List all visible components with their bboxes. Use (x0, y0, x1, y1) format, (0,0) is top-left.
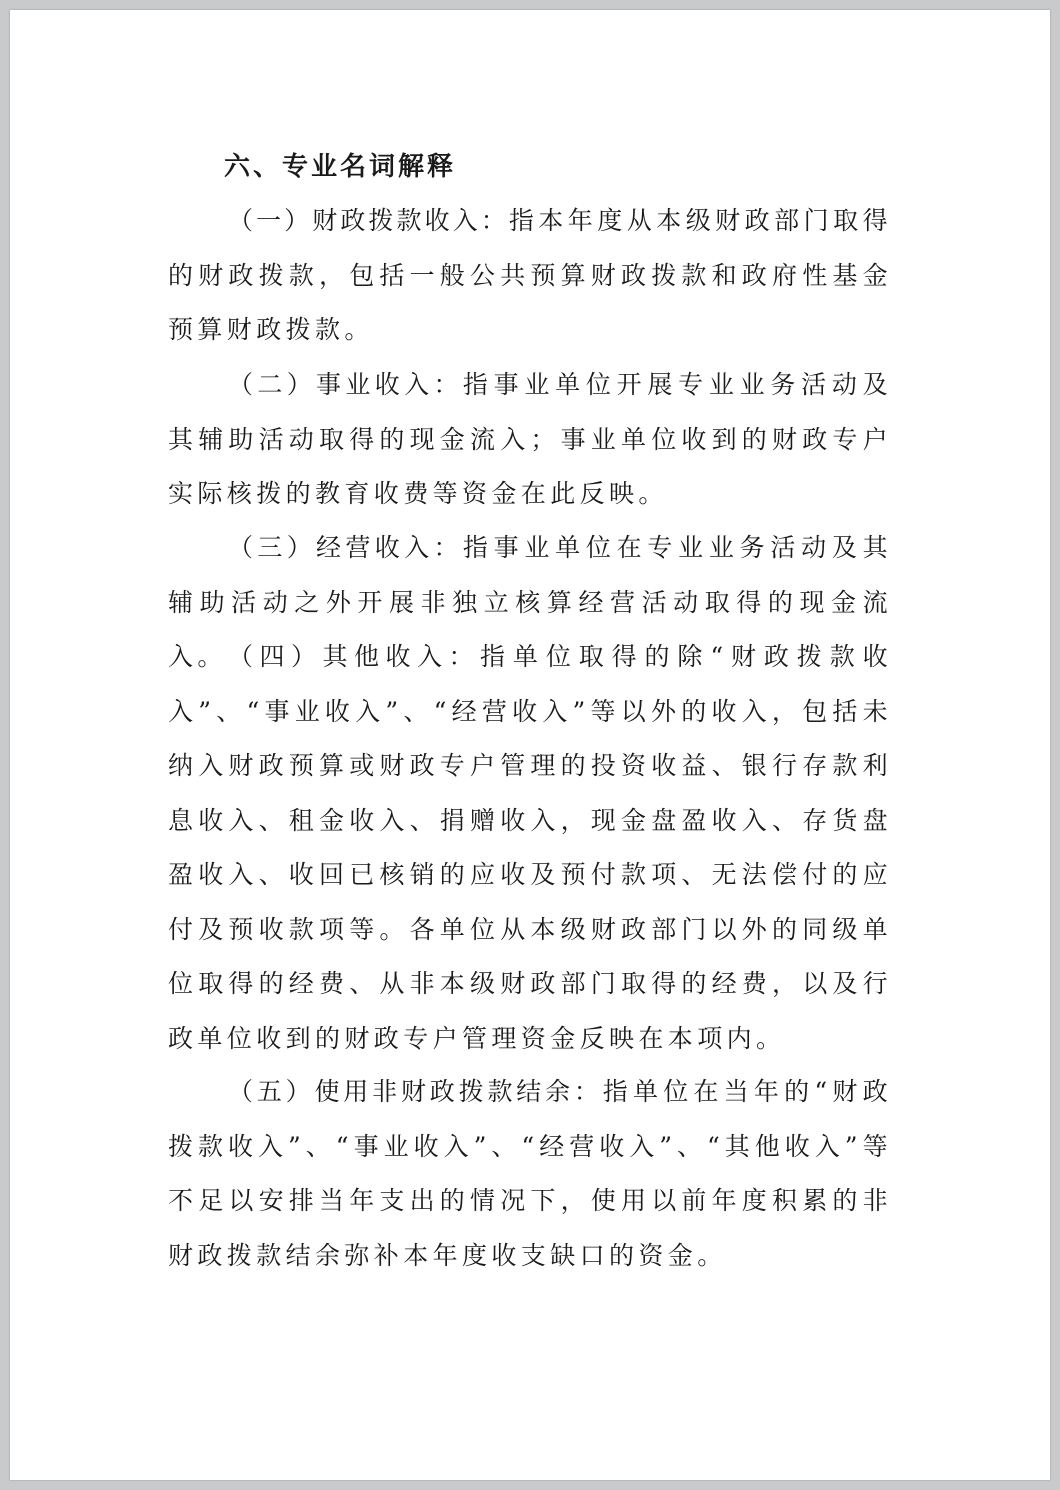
term-label: （五）使用非财政拨款结余： (228, 1077, 603, 1106)
term-paragraph-5 (168, 1065, 892, 1283)
term-paragraph-4 (168, 630, 892, 1066)
term-definition: 指单位取得的除“财政拨款收入”、“事业收入”、“经营收入”等以外的收入，包括未纳入财政预算或财政专户管理的投资收益、银行存款利息收入、租金收入、捐赠收入，现金盘盈收入、存货盘盈收入、收回已核销的应收及预付款项、无法偿付的应付及预收款项等。各单位从本级财政部门以外的同级单位取得的经费、从非本级财政部门取得的经费，以及行政单位收到的财政专户管理资金反映在本项内。 (168, 642, 892, 1053)
term-paragraph-1 (168, 194, 892, 358)
term-definition: 指事业单位开展专业业务活动及其辅助活动取得的现金流入；事业单位收到的财政专户实际核拨的教育收费等资金在此反映。 (168, 370, 892, 508)
term-label: （三）经营收入： (228, 533, 463, 562)
section-heading: 六、专业名词解释 (224, 152, 457, 182)
term-definition: 指本年度从本级财政部门取得的财政拨款，包括一般公共预算财政拨款和政府性基金预算财政拨款。 (168, 206, 892, 344)
term-label: （二）事业收入： (228, 370, 463, 399)
term-definition: 指事业单位在专业业务活动及其辅助活动之外开展非独立核算经营活动取得的现金流入。 (168, 533, 892, 671)
term-definition: 指单位在当年的“财政拨款收入”、“事业收入”、“经营收入”、“其他收入”等不足以安排当年支出的情况下，使用以前年度积累的非财政拨款结余弥补本年度收支缺口的资金。 (168, 1077, 892, 1270)
term-label: （一）财政拨款收入： (228, 206, 509, 235)
document-page (10, 10, 1050, 1480)
term-label: （四）其他收入： (228, 642, 481, 671)
term-paragraph-2 (168, 358, 892, 522)
